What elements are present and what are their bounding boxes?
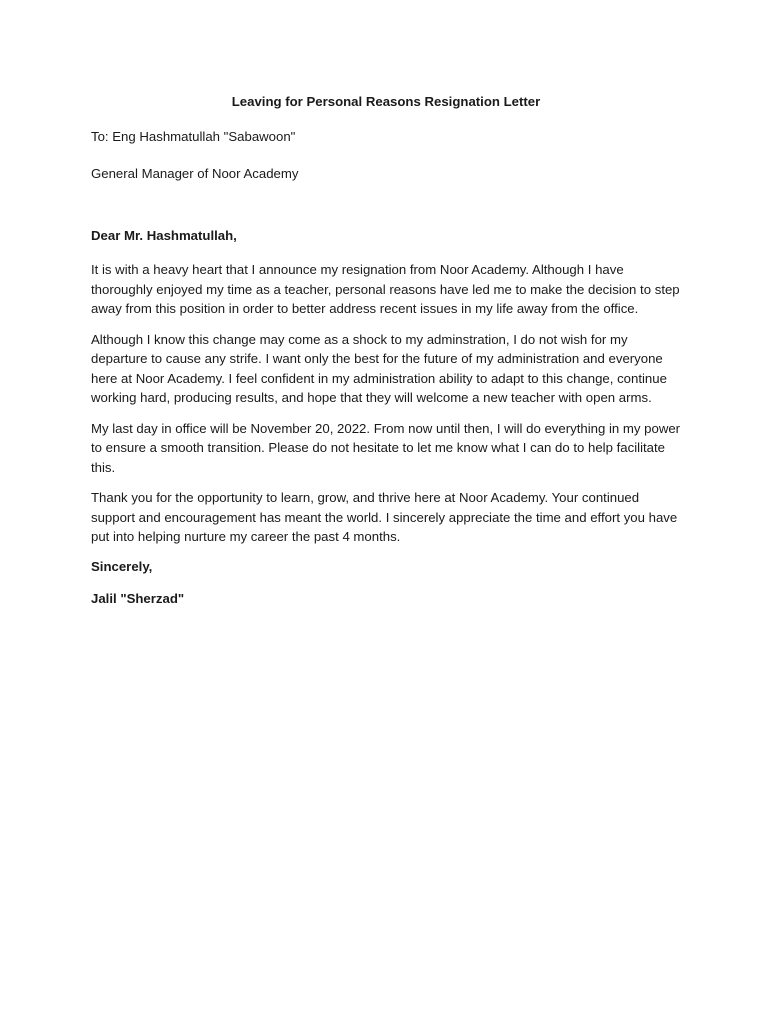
paragraph-3: My last day in office will be November 20, 2022. From now until then, I will do everything in my power to ensure a smooth transition. Please do not hesitate to let me know what I can do to help facilitate this. xyxy=(91,420,681,475)
paragraph-2: Although I know this change may come as a shock to my adminstration, I do not wish for my departure to cause any strife. I want only the best for the future of my administration and everyone here at Noor Academy. I feel confident in my administration ability to adapt to this change, continue working hard, producing results, and hope that they will welcome a new teacher with open arms. xyxy=(91,331,667,405)
letter-body xyxy=(91,93,681,608)
recipient-line: To: Eng Hashmatullah "Sabawoon" xyxy=(91,129,296,144)
recipient-title: General Manager of Noor Academy xyxy=(91,166,299,181)
closing: Sincerely, xyxy=(91,558,153,574)
paragraph-4: Thank you for the opportunity to learn, grow, and thrive here at Noor Academy. Your continued support and encouragement has meant the world. I sincerely appreciate the time and effort you have put into helping nurture my career the past 4 months. xyxy=(91,490,678,544)
salutation: Dear Mr. Hashmatullah, xyxy=(91,228,237,243)
paragraph-1: It is with a heavy heart that I announce my resignation from Noor Academy. Although I have thoroughly enjoyed my time as a teacher, personal reasons have led me to make the decision to step away from this position in order to better address recent issues in my life away from the office. xyxy=(91,262,680,316)
signature: Jalil "Sherzad" xyxy=(91,590,185,606)
letter-title: Leaving for Personal Reasons Resignation Letter xyxy=(231,94,541,109)
